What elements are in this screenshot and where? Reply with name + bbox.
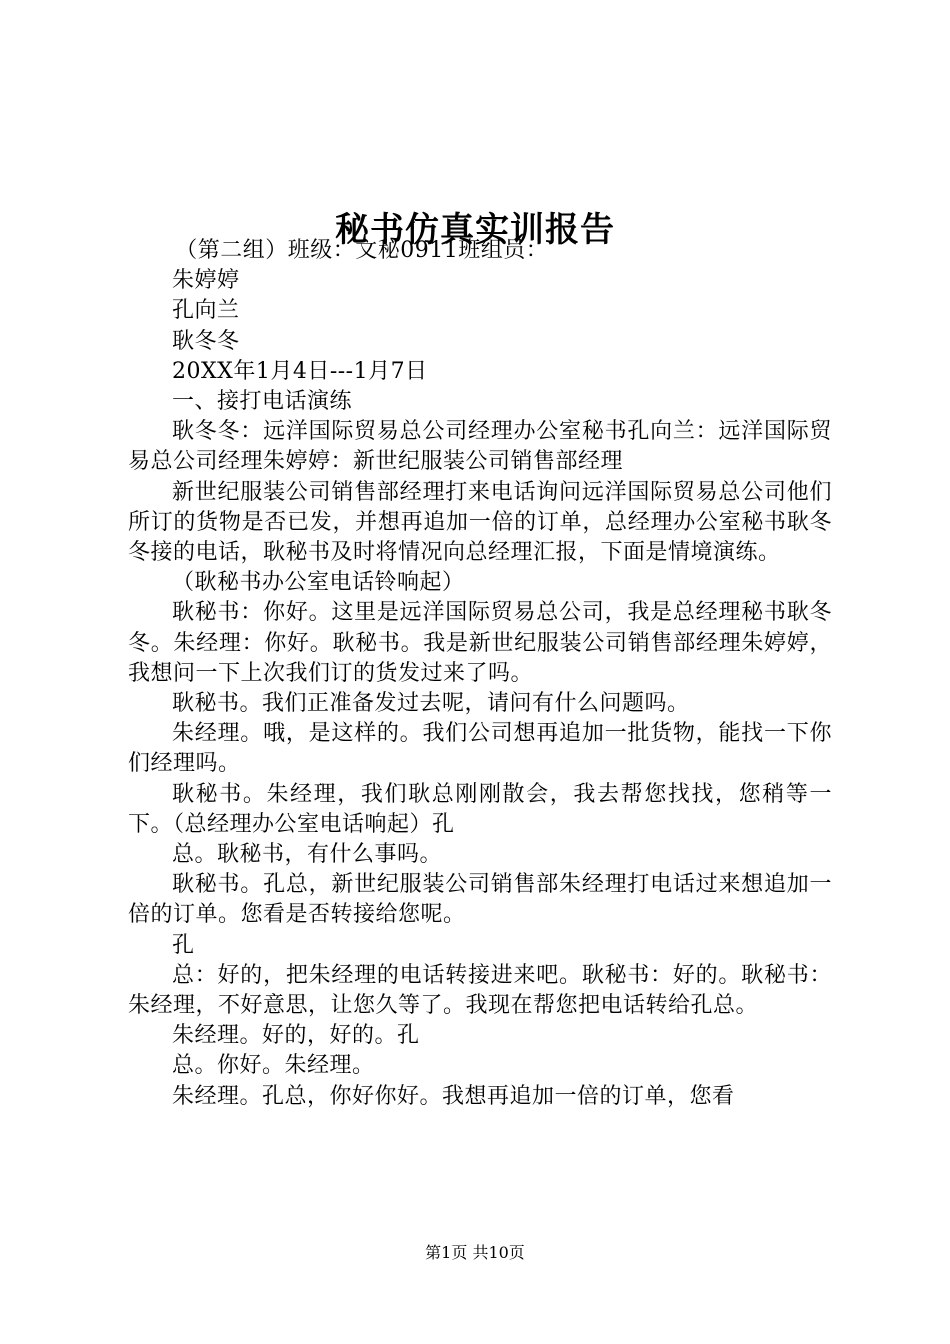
group-info-line: （第二组）班级：文秘0911班组员： xyxy=(175,238,549,263)
member-name: 朱婷婷 xyxy=(172,268,240,294)
paragraph: 总：好的，把朱经理的电话转接进来吧。耿秘书：好的。耿秘书：朱经理，不好意思，让您久等了。我现在帮您把电话转给孔总。 xyxy=(128,962,832,1019)
section-heading: 一、接打电话演练 xyxy=(172,389,353,415)
paragraph: 耿秘书。我们正准备发过去呢，请问有什么问题吗。 xyxy=(172,691,690,717)
paragraph: 总。耿秘书，有什么事吗。 xyxy=(172,842,443,868)
member-name: 孔向兰 xyxy=(172,298,240,324)
paragraph: 总。你好。朱经理。 xyxy=(172,1053,375,1079)
paragraph: （耿秘书办公室电话铃响起） xyxy=(172,570,465,596)
paragraph: 新世纪服装公司销售部经理打来电话询问远洋国际贸易总公司他们所订的货物是否已发，并想再追加一倍的订单，总经理办公室秘书耿冬冬接的电话，耿秘书及时将情况向总经理汇报，下面是情境演练。 xyxy=(128,479,832,566)
paragraph: 朱经理。好的，好的。孔 xyxy=(172,1023,420,1049)
paragraph: 耿秘书。孔总，新世纪服装公司销售部朱经理打电话过来想追加一倍的订单。您看是否转接给您呢。 xyxy=(128,872,832,928)
paragraph: 耿秘书：你好。这里是远洋国际贸易总公司，我是总经理秘书耿冬冬。朱经理：你好。耿秘书。我是新世纪服装公司销售部经理朱婷婷，我想问一下上次我们订的货发过来了吗。 xyxy=(128,600,832,686)
page-footer: 第1页 共10页 xyxy=(425,1243,525,1262)
paragraph: 朱经理。哦，是这样的。我们公司想再追加一批货物，能找一下你们经理吗。 xyxy=(128,721,832,777)
date-range: 20XX年1月4日---1月7日 xyxy=(172,358,428,384)
paragraph: 孔 xyxy=(172,932,195,958)
paragraph: 朱经理。孔总，你好你好。我想再追加一倍的订单，您看 xyxy=(172,1083,735,1109)
paragraph: 耿冬冬：远洋国际贸易总公司经理办公室秘书孔向兰：远洋国际贸易总公司经理朱婷婷：新世纪服装公司销售部经理 xyxy=(128,419,832,475)
member-name: 耿冬冬 xyxy=(172,328,240,354)
document-title: 秘书仿真实训报告 xyxy=(335,209,615,250)
paragraph: 耿秘书。朱经理，我们耿总刚刚散会，我去帮您找找，您稍等一下。（总经理办公室电话响起）孔 xyxy=(128,781,832,837)
document-body xyxy=(128,236,832,1112)
